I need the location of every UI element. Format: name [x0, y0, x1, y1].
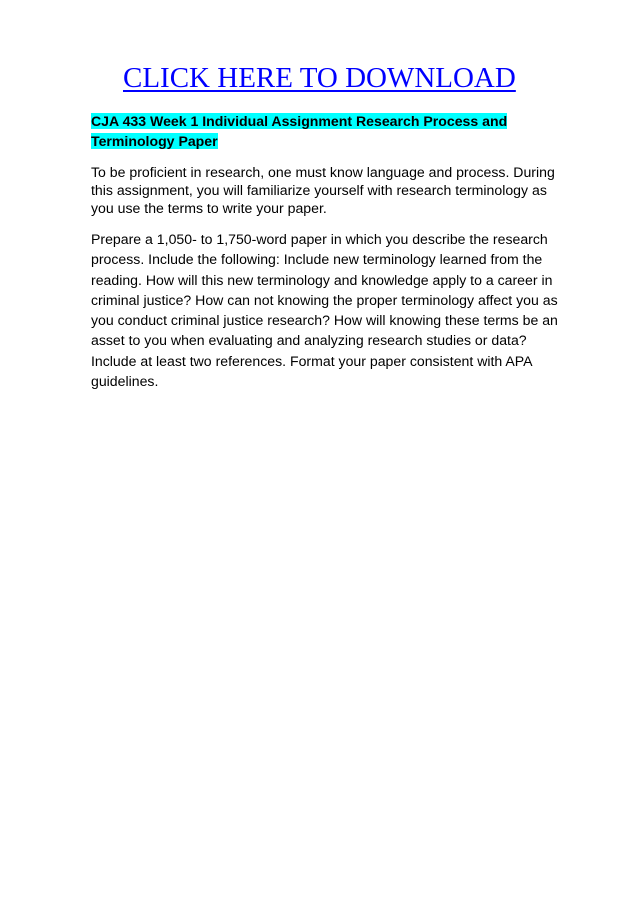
download-link[interactable]: CLICK HERE TO DOWNLOAD [123, 62, 516, 94]
assignment-title-text: CJA 433 Week 1 Individual Assignment Research Process and Terminology Paper [91, 113, 508, 149]
assignment-title [91, 112, 561, 151]
instructions-paragraph: Prepare a 1,050- to 1,750-word paper in which you describe the research process. Include the following: Include new terminology learned from the reading. How will this new terminology and knowledge apply to a career in criminal justice? How can not knowing the proper terminology affect you as you conduct criminal justice research? How will knowing these terms be an asset to you when evaluating and analyzing research studies or data? Include at least two references. Format your paper consistent with APA guidelines. [91, 231, 558, 390]
intro-paragraph: To be proficient in research, one must know language and process. During this assignment, you will familiarize yourself with research terminology as you use the terms to write your paper. [91, 164, 555, 216]
document-body [91, 112, 561, 403]
